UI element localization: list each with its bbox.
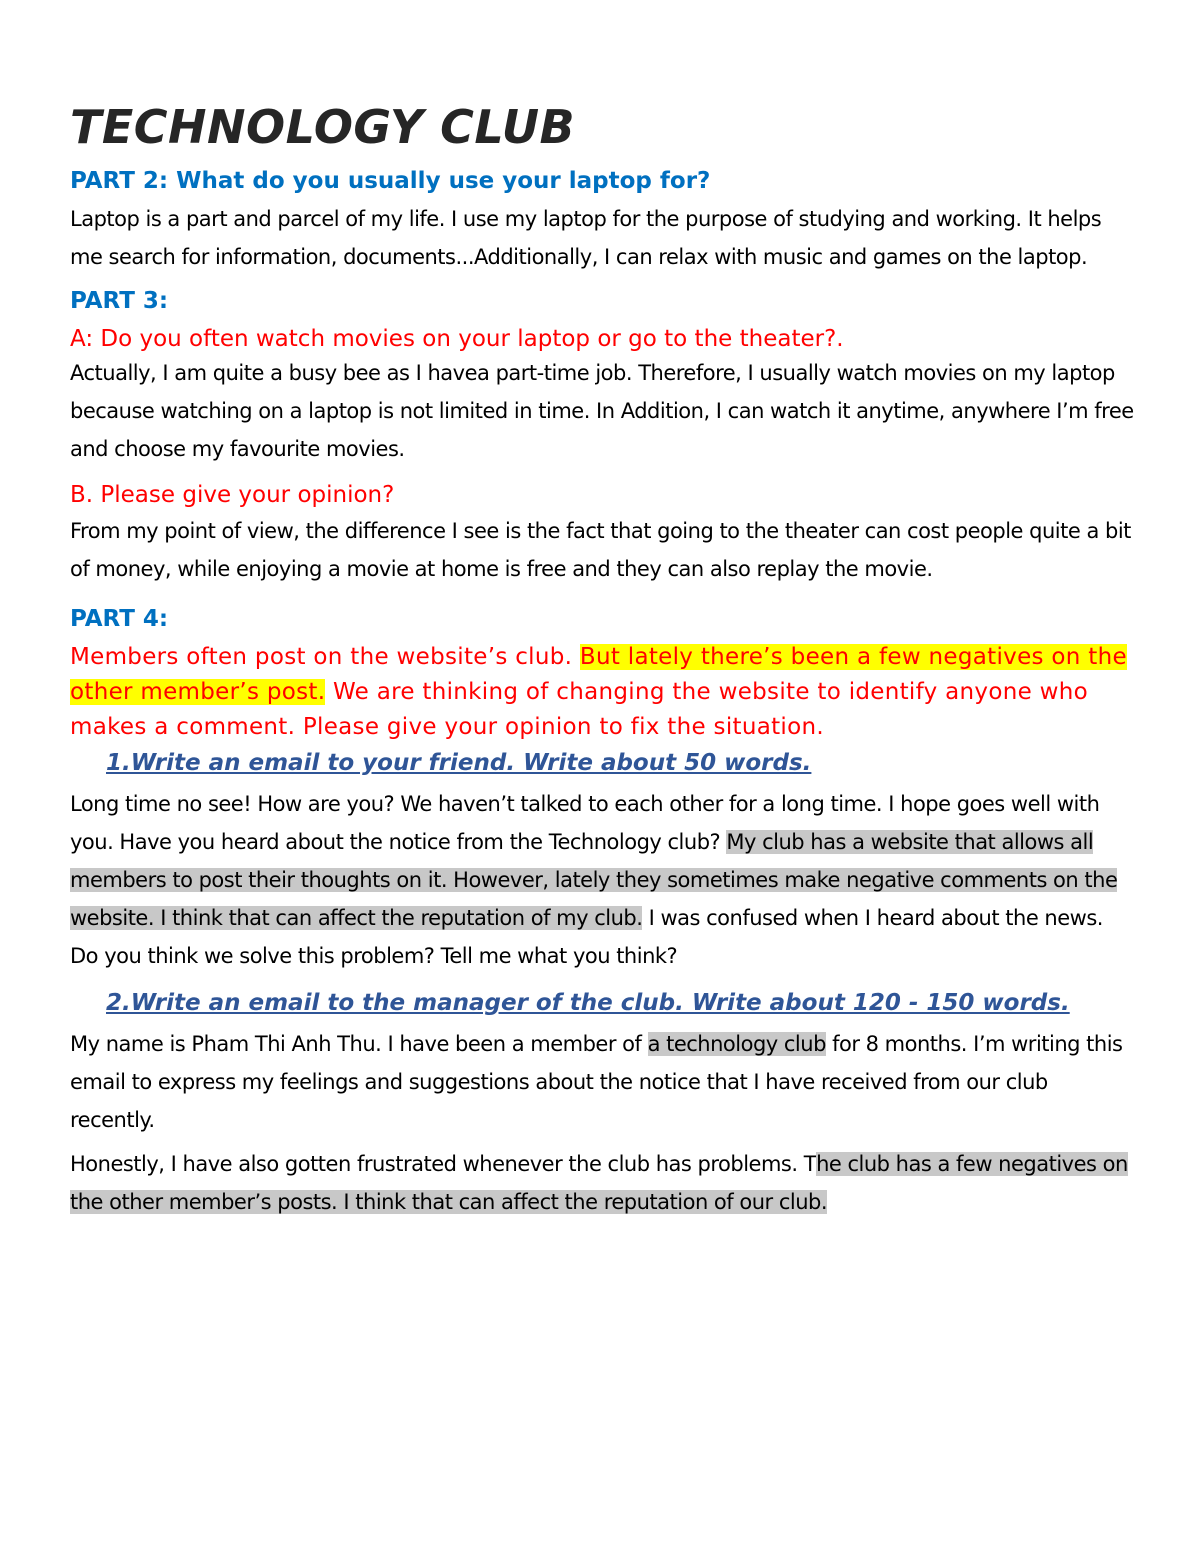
part4-heading: PART 4: bbox=[70, 606, 169, 632]
email1-highlight: My club has a website that allows all members to post their thoughts on it. However, lately they sometimes make negative comments on the website. I think that can affect the reputation of my club. bbox=[70, 830, 1118, 930]
task2-heading: 2.Write an email to the manager of the club. Write about 120 - 150 words. bbox=[106, 990, 1070, 1016]
email1-text-2: I was confused when I heard about the news. Do you think we solve this problem? Tell me what you think? bbox=[70, 906, 1103, 968]
page-title: TECHNOLOGY CLUB bbox=[70, 100, 576, 154]
task1-heading: 1.Write an email to your friend. Write about 50 words. bbox=[106, 750, 812, 776]
email1-body bbox=[70, 785, 1135, 975]
part3-heading: PART 3: bbox=[70, 288, 169, 314]
email2-paragraph-1 bbox=[70, 1025, 1135, 1139]
part4-prompt-text-2: We are thinking of changing the website to identify anyone who makes a comment. Please give your opinion to fix the situation. bbox=[70, 679, 1088, 740]
part3-answer-a: Actually, I am quite a busy bee as I havea part-time job. Therefore, I usually watch movies on my laptop because watching on a laptop is not limited in time. In Addition, I can watch it anytime, anywhere I’m free and choose my favourite movies. bbox=[70, 361, 1134, 461]
part3-question-a: A: Do you often watch movies on your laptop or go to the theater?. bbox=[70, 326, 844, 352]
email2-highlight: a technology club bbox=[647, 1032, 826, 1056]
part3-answer-b: From my point of view, the difference I see is the fact that going to the theater can cost people quite a bit of money, while enjoying a movie at home is free and they can also replay the movie. bbox=[70, 519, 1131, 581]
document-page bbox=[70, 96, 1135, 1221]
part4-prompt bbox=[70, 640, 1135, 745]
part4-prompt-highlight: But lately there’s been a few negatives on the other member’s post. bbox=[70, 644, 1127, 705]
email1-text: Long time no see! How are you? We haven’t talked to each other for a long time. I hope goes well with you. Have you heard about the notice from the Technology club? bbox=[70, 792, 1100, 854]
email2-p2-text: Honestly, I have also gotten frustrated whenever the club has problems. T bbox=[70, 1152, 817, 1176]
email2-text: My name is Pham Thi Anh Thu. I have been a member of bbox=[70, 1032, 648, 1056]
email2-p2-highlight: he club has a few negatives on the other member’s posts. I think that can affect the reputation of our club. bbox=[70, 1152, 1128, 1214]
email2-text-2: for 8 months. I’m writing this email to express my feelings and suggestions about the notice that I have received from our club recently. bbox=[70, 1032, 1123, 1132]
part2-heading: PART 2: What do you usually use your laptop for? bbox=[70, 168, 711, 194]
part2-answer: Laptop is a part and parcel of my life. I use my laptop for the purpose of studying and working. It helps me search for information, documents...Additionally, I can relax with music and games on the laptop. bbox=[70, 207, 1102, 269]
part3-question-b: B. Please give your opinion? bbox=[70, 482, 395, 508]
part4-prompt-text: Members often post on the website’s club. bbox=[70, 644, 580, 670]
email2-paragraph-2 bbox=[70, 1145, 1135, 1221]
